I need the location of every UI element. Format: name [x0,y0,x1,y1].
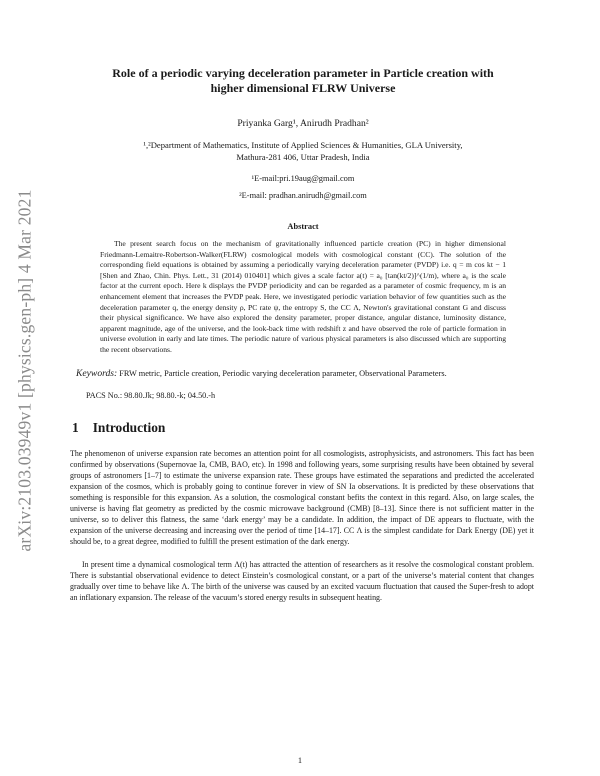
affiliation-line-1: ¹,²Department of Mathematics, Institute of Applied Sciences & Humanities, GLA University, [143,140,463,150]
arxiv-identifier: arXiv:2103.03949v1 [physics.gen-ph] 4 Mar 2021 [14,188,35,552]
title-line-2: higher dimensional FLRW Universe [210,81,396,95]
title-line-1: Role of a periodic varying deceleration parameter in Particle creation with [112,66,494,80]
abstract-text: The present search focus on the mechanism of gravitationally influenced particle creation (PC) in higher dimensional Friedmann-Lemaitre-Robertson-Walker(FLRW) cosmological models with cosmological constant (CC). The solution of the corresponding field equations is obtained by assuming a periodically varying deceleration parameter (PVDP) i.e. q = m cos kt − 1 [Shen and Zhao, Chin. Phys. Lett., 31 (2014) 010401] which gives a scale factor a(t) = a₀ [tan(kt/2)]^(1/m), where a₀ is the scale factor at the current epoch. Here k displays the PVDP periodicity and can be regarded as a parameter of cosmic frequency, m is an enhancement element that increases the PVDP peak. Here, we investigated periodic variation behavior of few quantities such as the deceleration parameter q, the energy density ρ, PC rate ψ, the entropy S, the CC Λ, Newton's gravitational constant G and discuss their physical significance. We have also explored the density parameter, proper distance, angular distance, luminosity distance, apparent magnitude, age of the universe, and the look-back time with redshift z and have observed the role of particle formation in universe evolution in early and late times. The periodic nature of various physical parameters is also discussed which are supporting the recent observations. [100,239,506,354]
email-2: ²E-mail: pradhan.anirudh@gmail.com [239,191,367,200]
affiliation [72,139,534,163]
section-number: 1 [72,419,79,435]
affiliation-line-2: Mathura-281 406, Uttar Pradesh, India [236,152,370,162]
email-1: ¹E-mail:pri.19aug@gmail.com [251,174,355,183]
page-number: 1 [297,756,303,765]
section-title: Introduction [92,419,166,435]
pacs-numbers: PACS No.: 98.80.Jk; 98.80.-k; 04.50.-h [86,390,216,400]
keywords-label: Keywords: [76,367,118,379]
keywords [76,368,534,379]
authors: Priyanka Garg¹, Anirudh Pradhan² [237,118,369,129]
keywords-text: FRW metric, Particle creation, Periodic varying deceleration parameter, Observational Parameters. [117,368,447,378]
paper-title [72,66,534,96]
intro-paragraph-1: The phenomenon of universe expansion rate becomes an attention point for all cosmologists, astrophysicists, and astronomers. This fact has been confirmed by observations (Supernovae Ia, CMB, BAO, etc). In 1998 and following years, some surprising results have been obtained by several groups of astronomers [1–7] to estimate the universe expansion rate. These groups have estimated the separations and predicted the accelerated expansion of the cosmos, which is probably going to continue forever in view of SN Ia observations. It is predicted by these observations that something is responsible for this expansion. As a solution, the cosmological constant befits the context in this regard. Also, on large scales, the universe is having flat geometry as predicted by the cosmic microwave background (CMB) [8–13]. Since there is not sufficient matter in the universe, so to deliver this flatness, the same ‘dark energy’ may be a candidate. In addition, the impact of DE appears to fluctuate, with the expansion of the universe decreasing and increasing over the period of time [14–17]. CC Λ is the simplest candidate for Dark Energy (DE) yet it should be, to a great degree, modified to fulfill the present estimation of the dark energy. [70,448,534,546]
arxiv-side-stamp [12,140,38,600]
abstract-heading: Abstract [287,222,319,231]
paper-page [72,66,534,610]
section-heading [72,420,534,436]
intro-paragraph-2: In present time a dynamical cosmological term Λ(t) has attracted the attention of researchers as it resolve the cosmological constant problem. There is substantial observational evidence to detect Einstein’s cosmological constant, or a part of the universe’s material content that changes gradually over time to behave like Λ. The birth of the universe was caused by an excited vacuum fluctuation that caused the Super-fresh to adopt an inflationary expansion. The release of the vacuum’s stored energy results in subsequent heating. [70,559,534,602]
